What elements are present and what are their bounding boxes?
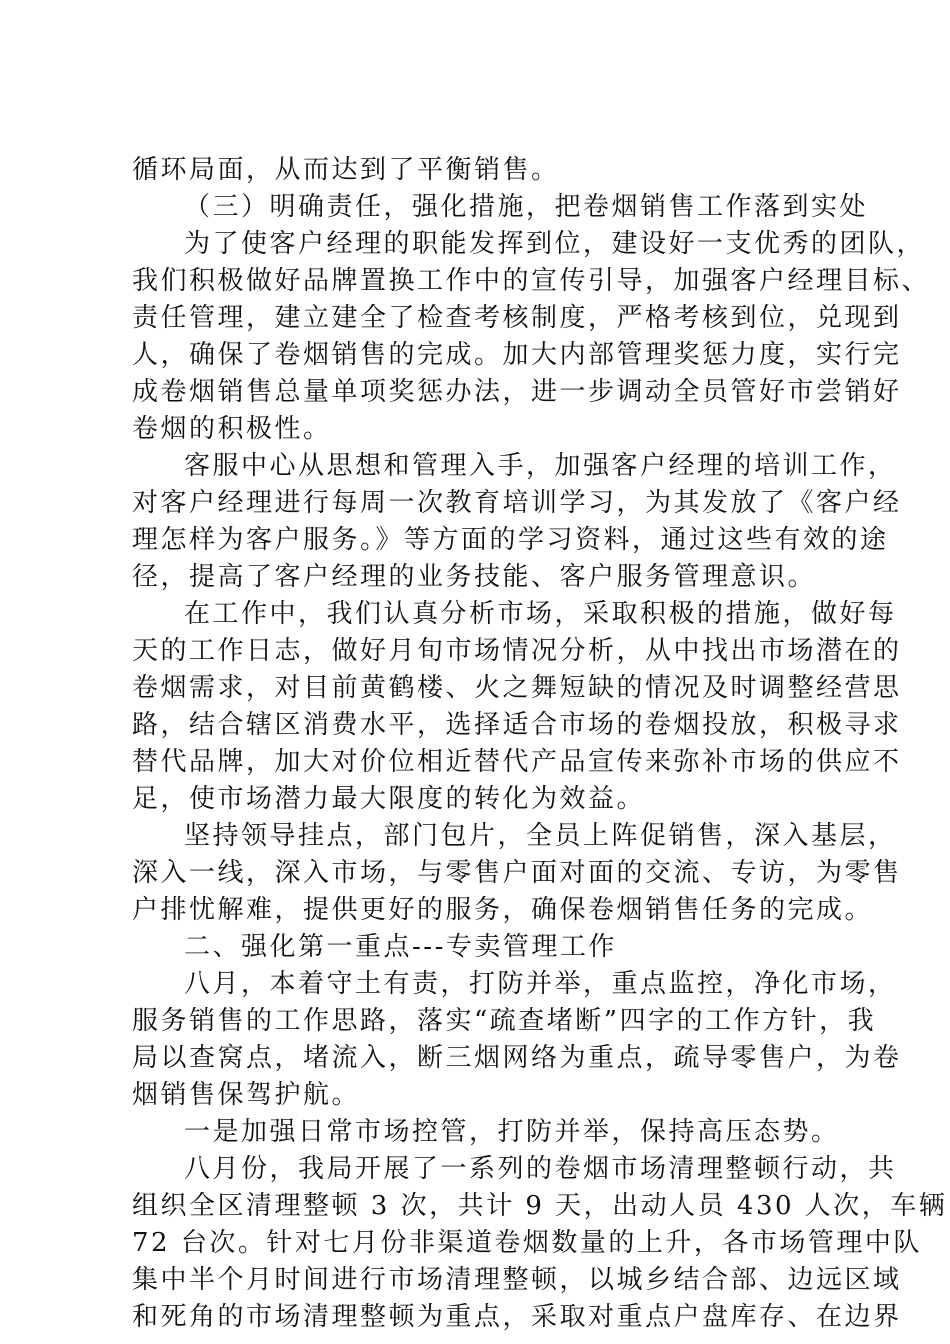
text-line: 对客户经理进行每周一次教育培训学习，为其发放了《客户经 <box>132 488 902 518</box>
text-line: 局以查窝点，堵流入，断三烟网络为重点，疏导零售户，为卷 <box>132 1043 902 1073</box>
text-line: 人，确保了卷烟销售的完成。加大内部管理奖惩力度，实行完 <box>132 340 902 370</box>
text-line: 责任管理，建立建全了检查考核制度，严格考核到位，兑现到 <box>132 303 902 333</box>
text-line: 成卷烟销售总量单项奖惩办法，进一步调动全员管好市尝销好 <box>132 377 902 407</box>
text-line: 户排忧解难，提供更好的服务，确保卷烟销售任务的完成。 <box>132 895 874 925</box>
text-line: 坚持领导挂点，部门包片，全员上阵促销售，深入基层， <box>184 821 897 851</box>
text-line: 理怎样为客户服务。》等方面的学习资料，通过这些有效的途 <box>132 525 889 555</box>
text-line: 一是加强日常市场控管，打防并举，保持高压态势。 <box>184 1117 840 1147</box>
text-line: 路，结合辖区消费水平，选择适合市场的卷烟投放，积极寻求 <box>132 710 902 740</box>
text-line: 我们积极做好品牌置换工作中的宣传引导，加强客户经理目标、 <box>132 266 931 296</box>
text-line: 72 台次。针对七月份非渠道卷烟数量的上升，各市场管理中队 <box>132 1228 922 1258</box>
text-line: 组织全区清理整顿 3 次，共计 9 天，出动人员 430 人次，车辆 <box>132 1191 948 1221</box>
text-line: 深入一线，深入市场，与零售户面对面的交流、专访，为零售 <box>132 858 902 888</box>
text-line: 为了使客户经理的职能发挥到位，建设好一支优秀的团队， <box>184 229 926 259</box>
text-line: 卷烟的积极性。 <box>132 414 332 444</box>
text-line: 在工作中，我们认真分析市场，采取积极的措施，做好每 <box>184 599 897 629</box>
section-heading: （三）明确责任，强化措施，把卷烟销售工作落到实处 <box>184 192 869 222</box>
text-line: 和死角的市场清理整顿为重点，采取对重点户盘库存、在边界 <box>132 1302 902 1332</box>
text-line: 径，提高了客户经理的业务技能、客户服务管理意识。 <box>132 562 817 592</box>
text-line: 八月份，我局开展了一系列的卷烟市场清理整顿行动，共 <box>184 1154 897 1184</box>
text-line: 足，使市场潜力最大限度的转化为效益。 <box>132 784 646 814</box>
text-line: 八月，本着守土有责，打防并举，重点监控，净化市场， <box>184 969 897 999</box>
text-line: 烟销售保驾护航。 <box>132 1080 361 1110</box>
text-line: 集中半个月时间进行市场清理整顿，以城乡结合部、边远区域 <box>132 1265 902 1295</box>
text-line: 替代品牌，加大对价位相近替代产品宣传来弥补市场的供应不 <box>132 747 902 777</box>
text-line: 天的工作日志，做好月旬市场情况分析，从中找出市场潜在的 <box>132 636 902 666</box>
text-line: 卷烟需求，对目前黄鹤楼、火之舞短缺的情况及时调整经营思 <box>132 673 902 703</box>
section-heading: 二、强化第一重点---专卖管理工作 <box>184 932 617 962</box>
text-line: 服务销售的工作思路，落实“疏查堵断”四字的工作方针，我 <box>132 1006 877 1036</box>
text-line: 客服中心从思想和管理入手，加强客户经理的培训工作， <box>184 451 897 481</box>
text-line: 循环局面，从而达到了平衡销售。 <box>132 155 560 185</box>
